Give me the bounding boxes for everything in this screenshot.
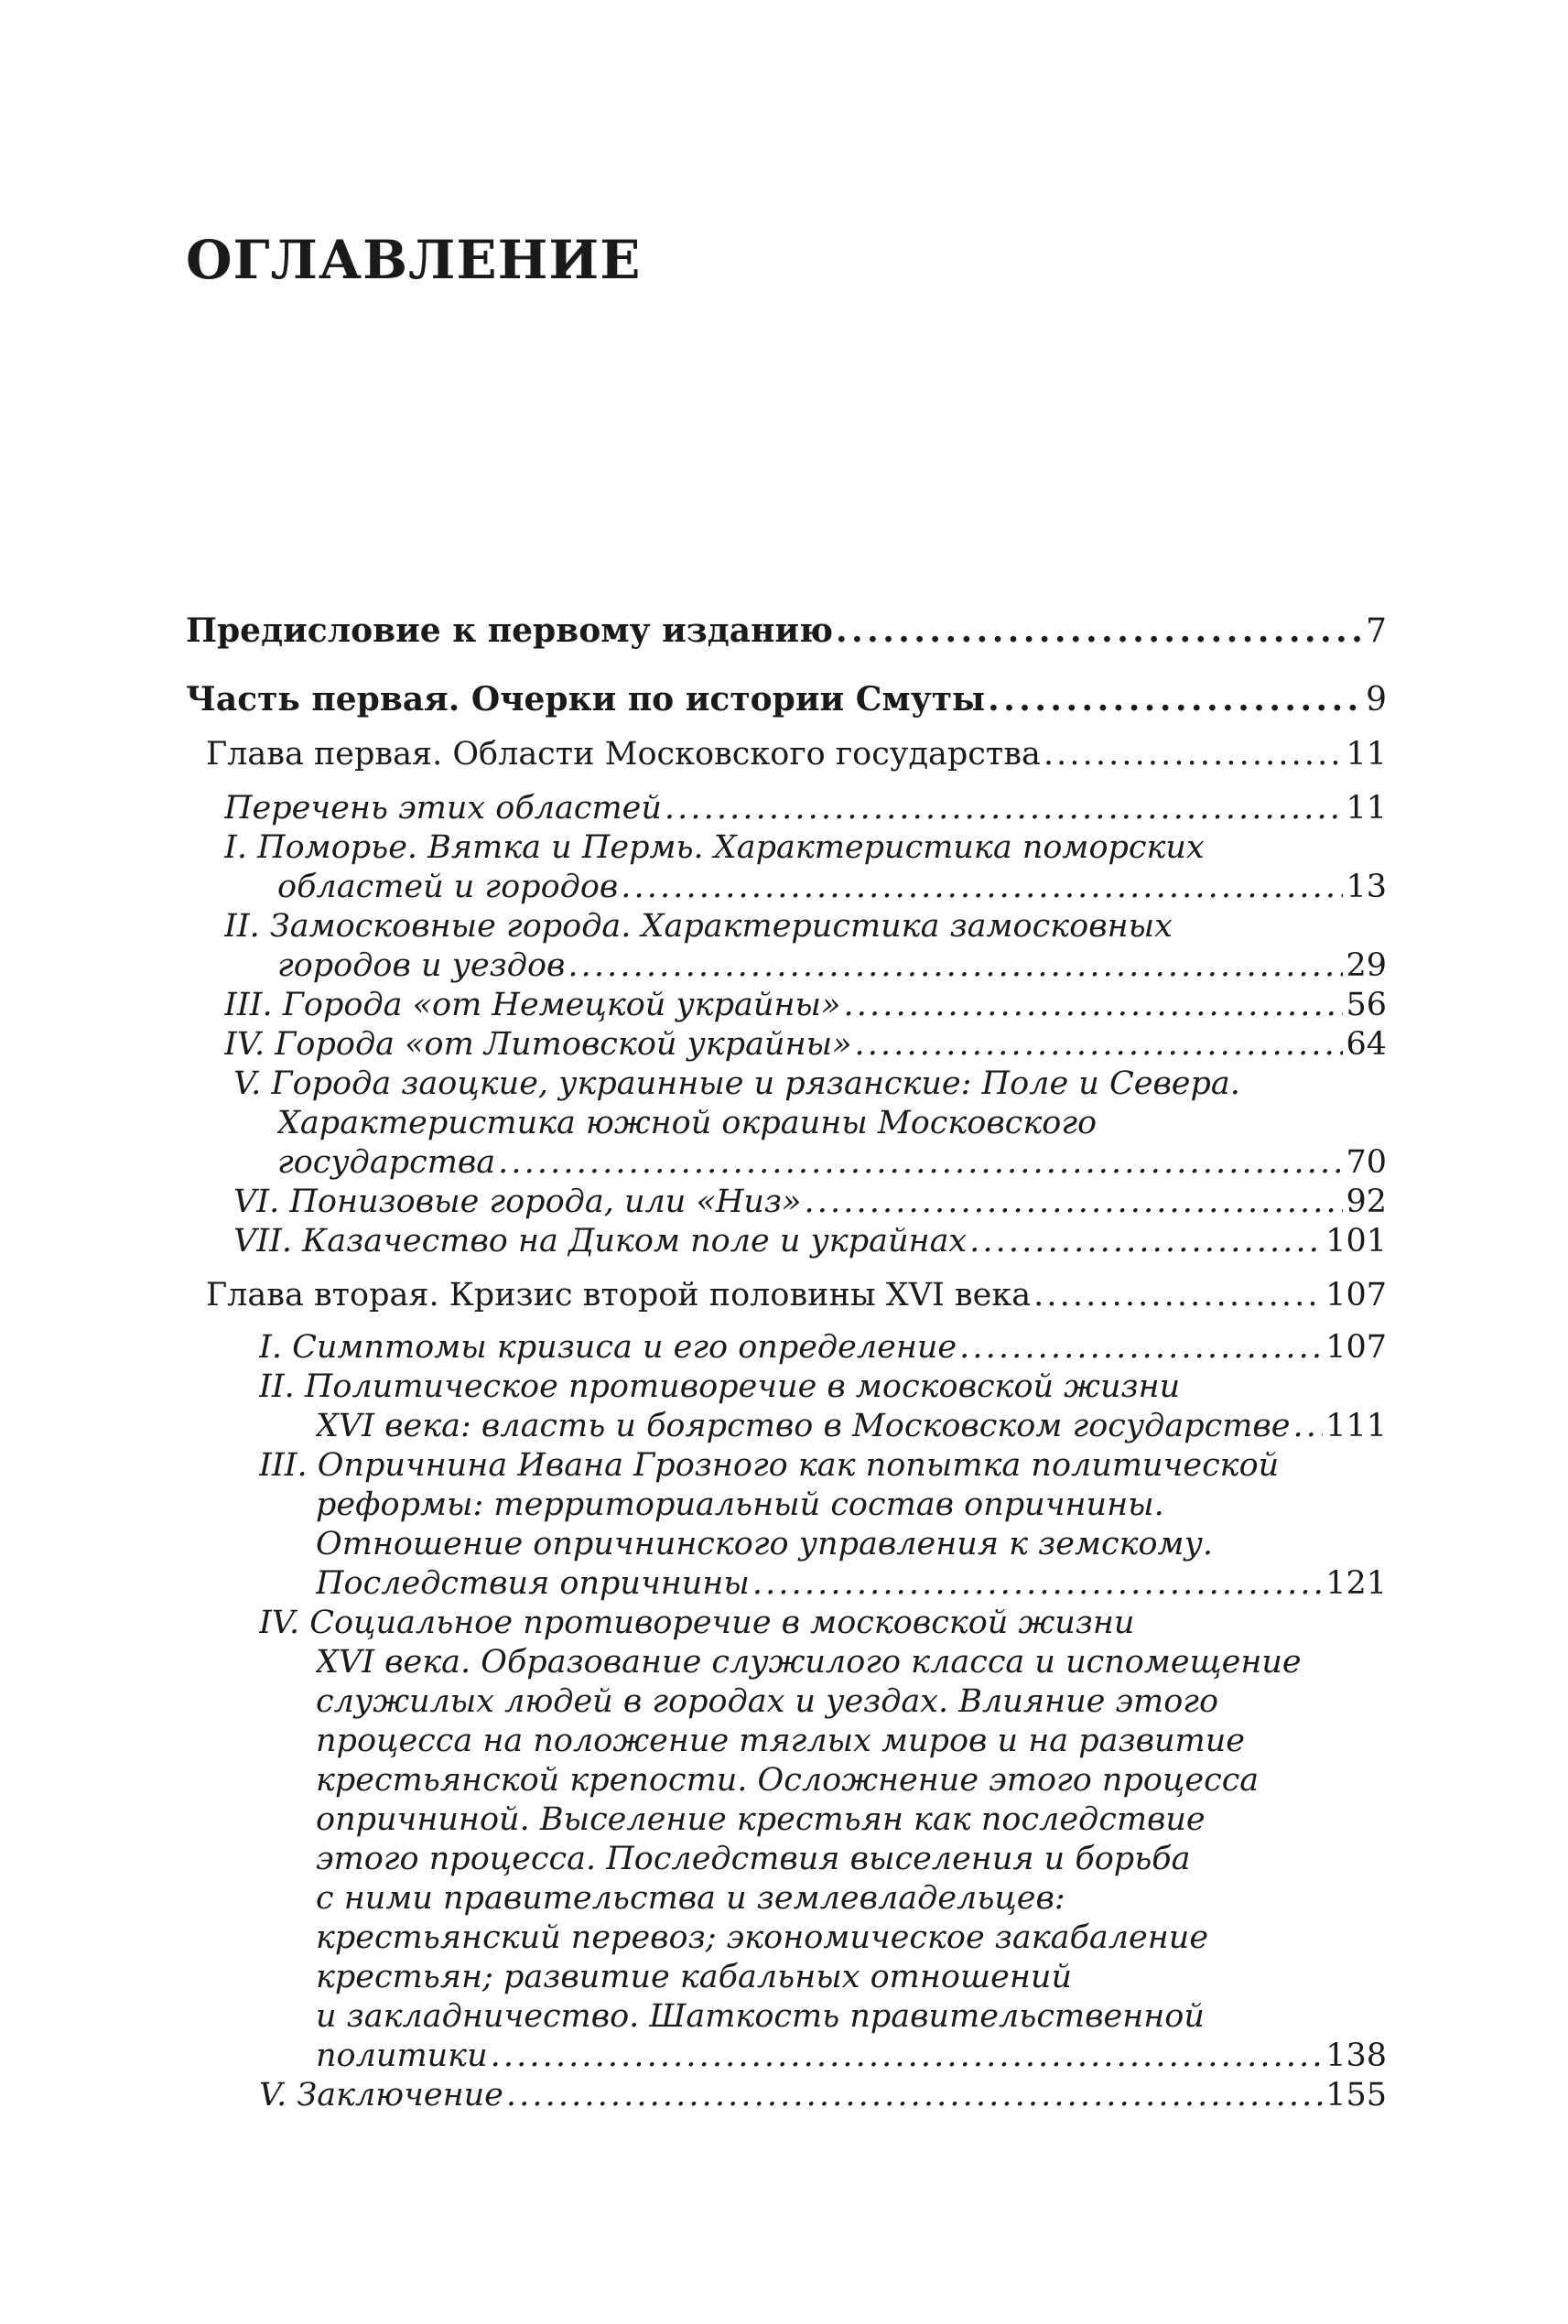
toc-entry-title: Последствия опричнины <box>316 1565 750 1602</box>
toc-page-number: 111 <box>1325 1408 1387 1444</box>
toc-entry-section-line[interactable] <box>233 1062 1387 1106</box>
toc-entry-title: III. Опричнина Ивана Грозного как попытка политической <box>259 1447 1280 1484</box>
toc-entry-title: крестьянской крепости. Осложнение этого процесса <box>316 1762 1260 1799</box>
toc-entry-chapter-two[interactable] <box>206 1273 1387 1317</box>
toc-entry-title: крестьянский перевоз; экономическое закабаление <box>316 1919 1209 1956</box>
toc-entry-title: служилых людей в городах и уездах. Влияние этого <box>316 1683 1219 1720</box>
toc-entry-title: Перечень этих областей <box>224 790 662 827</box>
toc-entry-section-line[interactable] <box>224 826 1387 870</box>
toc-entry-section-line[interactable] <box>316 1522 1387 1566</box>
toc-entry-title: опричниной. Выселение крестьян как последствие <box>316 1801 1206 1838</box>
toc-entry-title: II. Замосковные города. Характеристика замосковных <box>224 908 1173 945</box>
toc-page-number: 11 <box>1346 790 1387 827</box>
dot-leader <box>665 786 1344 830</box>
toc-entry-section-last-line[interactable] <box>277 944 1387 988</box>
toc-entry-title: областей и городов <box>277 869 619 905</box>
toc-entry-section-line[interactable] <box>316 1483 1387 1527</box>
toc-entry-title: реформы: территориальный состав опричнины. <box>316 1486 1164 1523</box>
toc-entry-title: Предисловие к первому изданию <box>186 611 834 650</box>
toc-entry-section-line[interactable] <box>316 1955 1387 1999</box>
toc-entry-part-one[interactable] <box>186 677 1387 721</box>
toc-entry-section-line[interactable] <box>259 1443 1387 1487</box>
dot-leader <box>498 1140 1343 1184</box>
toc-entry-title: VI. Понизовые города, или «Низ» <box>233 1184 802 1220</box>
dot-leader <box>804 1180 1343 1224</box>
toc-entry-section-line[interactable] <box>277 1101 1387 1145</box>
toc-page-number: 92 <box>1346 1184 1387 1220</box>
dot-leader <box>506 2073 1323 2117</box>
toc-page-number: 64 <box>1346 1026 1387 1063</box>
toc-entry-section-line[interactable] <box>316 1798 1387 1842</box>
toc-entry-section[interactable] <box>224 1022 1387 1066</box>
toc-entry-section-line[interactable] <box>259 1365 1387 1409</box>
toc-entry-section[interactable] <box>259 1325 1387 1369</box>
dot-leader <box>1033 1273 1323 1317</box>
dot-leader <box>1293 1404 1324 1448</box>
dot-leader <box>752 1562 1323 1605</box>
toc-page-number: 7 <box>1366 612 1387 650</box>
toc-entry-title: V. Заключение <box>259 2077 503 2113</box>
toc-entry-title: крестьян; развитие кабальных отношений <box>316 1959 1073 1995</box>
toc-entry-title: III. Города «от Немецкой украйны» <box>224 987 841 1023</box>
toc-entry-title: с ними правительства и землевладельцев: <box>316 1880 1065 1917</box>
toc-page-number: 56 <box>1346 987 1387 1023</box>
toc-entry-section-line[interactable] <box>224 904 1387 948</box>
toc-entry-title: Характеристика южной окраины Московского <box>277 1105 1098 1141</box>
toc-page-number: 11 <box>1346 736 1387 773</box>
toc-entry-title: XVI века: власть и боярство в Московском государстве <box>316 1408 1291 1444</box>
toc-page-number: 138 <box>1325 2038 1387 2074</box>
dot-leader <box>1044 732 1344 776</box>
toc-entry-title: Глава первая. Области Московского государства <box>206 736 1041 773</box>
toc-entry-section-line[interactable] <box>316 1994 1387 2038</box>
dot-leader <box>491 2034 1324 2078</box>
toc-entry-section-line[interactable] <box>316 1680 1387 1724</box>
page-title: ОГЛАВЛЕНИЕ <box>186 229 642 291</box>
toc-entry-title: XVI века. Образование служилого класса и испомещение <box>316 1644 1302 1681</box>
toc-entry-title: IV. Города «от Литовской украйны» <box>224 1026 852 1063</box>
toc-entry-section-line[interactable] <box>316 1719 1387 1763</box>
toc-page-number: 13 <box>1346 869 1387 905</box>
toc-entry-title: Отношение опричнинского управления к земскому. <box>316 1526 1213 1562</box>
toc-page-number: 107 <box>1325 1329 1387 1366</box>
toc-entry-section-last-line[interactable] <box>316 2034 1387 2078</box>
toc-entry-title: VII. Казачество на Диком поле и украйнах <box>233 1223 968 1259</box>
toc-entry-title: этого процесса. Последствия выселения и борьба <box>316 1841 1191 1877</box>
dot-leader <box>959 1325 1323 1369</box>
toc-entry-section[interactable] <box>224 983 1387 1027</box>
toc-entry-section-last-line[interactable] <box>316 1404 1387 1448</box>
dot-leader <box>988 677 1363 721</box>
toc-entry-title: и закладничество. Шаткость правительственной <box>316 1998 1205 2035</box>
toc-entry-section-line[interactable] <box>316 1876 1387 1920</box>
toc-page-number: 121 <box>1325 1565 1387 1602</box>
toc-entry-title: II. Политическое противоречие в московской жизни <box>259 1368 1181 1405</box>
dot-leader <box>836 609 1363 653</box>
toc-entry-title: политики <box>316 2038 488 2074</box>
toc-page-number: 29 <box>1346 947 1387 984</box>
toc-entry-section-line[interactable] <box>316 1837 1387 1881</box>
toc-entry-title: Глава вторая. Кризис второй половины XVI века <box>206 1277 1032 1313</box>
toc-page-number: 107 <box>1325 1277 1387 1313</box>
dot-leader <box>855 1022 1344 1066</box>
toc-entry-section-last-line[interactable] <box>316 1562 1387 1605</box>
toc-page-number: 155 <box>1325 2077 1387 2113</box>
toc-page-number: 101 <box>1325 1223 1387 1259</box>
dot-leader <box>568 944 1343 988</box>
toc-page-number: 9 <box>1366 681 1387 719</box>
toc-entry-section-line[interactable] <box>316 1758 1387 1802</box>
toc-entry-title: I. Симптомы кризиса и его определение <box>259 1329 957 1366</box>
dot-leader <box>843 983 1343 1027</box>
toc-entry-title: государства <box>277 1144 496 1181</box>
toc-entry-section-line[interactable] <box>316 1916 1387 1960</box>
toc-entry-section[interactable] <box>224 786 1387 830</box>
toc-entry-section-line[interactable] <box>259 1601 1387 1645</box>
toc-entry-title: Часть первая. Очерки по истории Смуты <box>186 680 986 719</box>
toc-entry-title: V. Города заоцкие, украинные и рязанские: Поле и Севера. <box>233 1065 1240 1102</box>
toc-entry-title: I. Поморье. Вятка и Пермь. Характеристика поморских <box>224 829 1205 866</box>
dot-leader <box>621 865 1343 909</box>
toc-entry-chapter-one[interactable] <box>206 732 1387 776</box>
toc-entry-section-last-line[interactable] <box>277 865 1387 909</box>
toc-entry-title: IV. Социальное противоречие в московской жизни <box>259 1605 1135 1641</box>
toc-entry-section-line[interactable] <box>316 1640 1387 1684</box>
toc-entry-section[interactable] <box>233 1219 1387 1263</box>
toc-entry-preface[interactable] <box>186 609 1387 653</box>
dot-leader <box>969 1219 1323 1263</box>
toc-page-number: 70 <box>1346 1144 1387 1181</box>
toc-entry-section[interactable] <box>259 2073 1387 2117</box>
toc-entry-title: городов и уездов <box>277 947 566 984</box>
toc-entry-section[interactable] <box>233 1180 1387 1224</box>
toc-entry-title: процесса на положение тяглых миров и на развитие <box>316 1723 1245 1759</box>
toc-entry-section-last-line[interactable] <box>277 1140 1387 1184</box>
